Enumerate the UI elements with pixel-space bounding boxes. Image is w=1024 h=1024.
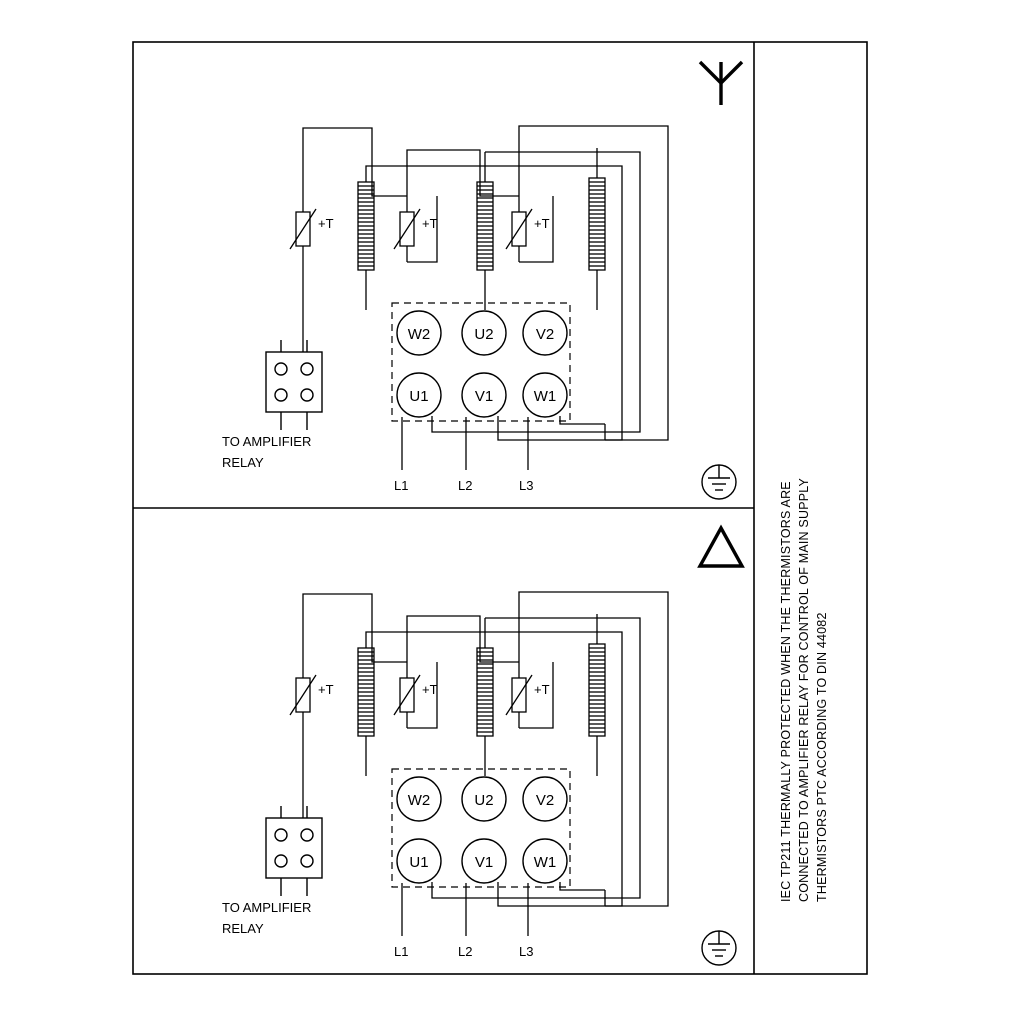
panel-star — [222, 62, 742, 499]
amplifier-label-line-2: RELAY — [222, 455, 264, 470]
supply-label-l3: L3 — [519, 478, 534, 493]
supply-label-l2: L2 — [458, 478, 473, 493]
note-column — [779, 478, 829, 902]
amplifier-label-line-2: RELAY — [222, 921, 264, 936]
terminal-v1-bottom: V1 — [474, 388, 494, 405]
terminal-v2-top: V2 — [535, 326, 555, 343]
delta-triangle-icon — [700, 528, 742, 566]
earth-ground-icon — [702, 465, 736, 499]
thermistor-label-1: +T — [318, 682, 334, 697]
terminal-w1-bottom: W1 — [533, 854, 557, 871]
star-wye-icon — [700, 62, 742, 105]
terminal-w1-bottom: W1 — [533, 388, 557, 405]
motor-windings-star — [358, 148, 605, 310]
amplifier-label-line-1: TO AMPLIFIER — [222, 434, 312, 449]
thermistor-label-2: +T — [422, 216, 438, 231]
thermistor-label-3: +T — [534, 682, 550, 697]
amplifier-terminal-block-delta — [266, 806, 322, 896]
terminal-v2-top: V2 — [535, 792, 555, 809]
thermistor-label-3: +T — [534, 216, 550, 231]
terminal-u1-bottom: U1 — [409, 854, 429, 871]
amplifier-label-line-1: TO AMPLIFIER — [222, 900, 312, 915]
thermistor-label-1: +T — [318, 216, 334, 231]
amplifier-terminal-block-star — [266, 340, 322, 430]
thermistor-label-2: +T — [422, 682, 438, 697]
note-line-2: CONNECTED TO AMPLIFIER RELAY FOR CONTROL OF MAIN SUPPLY — [797, 477, 811, 902]
terminal-w2-top: W2 — [407, 326, 431, 343]
sheet-border — [133, 42, 867, 974]
terminal-u2-top: U2 — [474, 792, 494, 809]
earth-ground-icon — [702, 931, 736, 965]
note-line-3: THERMISTORS PTC ACCORDING TO DIN 44082 — [815, 612, 829, 902]
terminal-u1-bottom: U1 — [409, 388, 429, 405]
supply-label-l1: L1 — [394, 478, 409, 493]
note-line-1: IEC TP211 THERMALLY PROTECTED WHEN THE THERMISTORS ARE — [779, 481, 793, 902]
terminal-w2-top: W2 — [407, 792, 431, 809]
terminal-v1-bottom: V1 — [474, 854, 494, 871]
supply-label-l1: L1 — [394, 944, 409, 959]
motor-windings-delta — [358, 614, 605, 776]
panel-delta — [222, 528, 742, 965]
supply-label-l3: L3 — [519, 944, 534, 959]
terminal-u2-top: U2 — [474, 326, 494, 343]
supply-label-l2: L2 — [458, 944, 473, 959]
